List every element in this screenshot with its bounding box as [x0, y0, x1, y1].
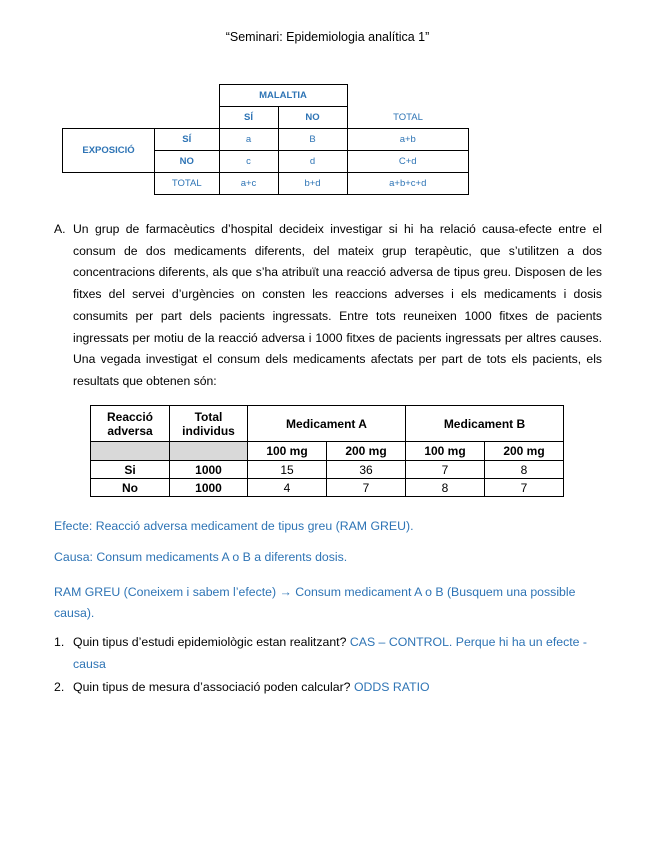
question-number: 1. — [54, 635, 65, 649]
row-total: 1000 — [170, 461, 248, 479]
note-ram: RAM GREU (Coneixem i sabem l’efecte) → Consum medicament A o B (Busquem una possible causa). — [54, 585, 576, 620]
row-label: No — [91, 479, 170, 497]
row-label: Si — [91, 461, 170, 479]
question-answer: ODDS RATIO — [353, 680, 430, 694]
header-reaccio: Reacció adversa — [91, 406, 170, 442]
cell: B — [278, 129, 347, 151]
cell: a — [219, 129, 278, 151]
cell: 7 — [485, 479, 564, 497]
header-medicament-b: Medicament B — [406, 406, 564, 442]
cell: d — [278, 151, 347, 173]
cell: NO — [155, 151, 220, 173]
row-total: 1000 — [170, 479, 248, 497]
table-row — [91, 461, 564, 479]
question-1 — [54, 631, 604, 675]
label-exposicio: EXPOSICIÓ — [63, 129, 155, 173]
cell: a+c — [219, 173, 278, 195]
header-medicament-a: Medicament A — [248, 406, 406, 442]
header-total-individus: Total individus — [170, 406, 248, 442]
cell: 8 — [406, 479, 485, 497]
dose-header: 200 mg — [485, 442, 564, 461]
header-total: TOTAL — [393, 111, 423, 123]
cell: b+d — [278, 173, 347, 195]
question-number: 2. — [54, 680, 65, 694]
question-text: Quin tipus d’estudi epidemiològic estan realitzant? — [73, 635, 347, 649]
question-2 — [54, 676, 604, 698]
cell: 4 — [248, 479, 327, 497]
cell: a+b — [347, 129, 469, 151]
question-answer: CAS – CONTROL. Perque hi ha un efecte - causa — [73, 635, 588, 671]
cell: 7 — [406, 461, 485, 479]
cell: 36 — [327, 461, 406, 479]
header-malaltia: MALALTIA — [219, 85, 347, 107]
section-a — [54, 219, 602, 393]
header-si: SÍ — [219, 107, 278, 129]
cell: TOTAL — [155, 173, 220, 195]
cell: c — [219, 151, 278, 173]
dose-header: 100 mg — [406, 442, 485, 461]
note-causa: Causa: Consum medicaments A o B a diferents dosis. — [54, 550, 348, 564]
table-row — [91, 479, 564, 497]
section-a-text: Un grup de farmacèutics d’hospital decideix investigar si hi ha relació causa-efecte entre el consum de dos medicaments diferents, del mateix grup terapèutic, que s’utilitzen a dos concentracions diferents, als que s’ha atribuït una reacció adversa de tipus greu. Disposen de les fitxes del servei d’urgències on consten les reaccions adverses i els medicaments i dosis consumits per part dels pacients ingressats. Entre tots reuneixen 1000 fitxes de pacients ingressats per motiu de la reacció adversa i 1000 fitxes de pacients ingressats per altres causes. Una vegada investigat el consum dels medicaments afectats per part de tots els pacients, els resultats que obtenen són: — [73, 222, 602, 388]
cell: 15 — [248, 461, 327, 479]
contingency-table — [62, 84, 469, 195]
dose-header: 200 mg — [327, 442, 406, 461]
cell: a+b+c+d — [347, 173, 469, 195]
cell: 7 — [327, 479, 406, 497]
dose-header: 100 mg — [248, 442, 327, 461]
page-title: “Seminari: Epidemiologia analítica 1” — [225, 30, 430, 44]
header-no: NO — [278, 107, 347, 129]
cell: SÍ — [155, 129, 220, 151]
section-letter: A. — [54, 222, 66, 236]
cell: 8 — [485, 461, 564, 479]
cell: C+d — [347, 151, 469, 173]
results-table — [90, 405, 564, 497]
question-text: Quin tipus de mesura d’associació poden calcular? — [73, 680, 351, 694]
note-efecte: Efecte: Reacció adversa medicament de tipus greu (RAM GREU). — [54, 519, 414, 533]
